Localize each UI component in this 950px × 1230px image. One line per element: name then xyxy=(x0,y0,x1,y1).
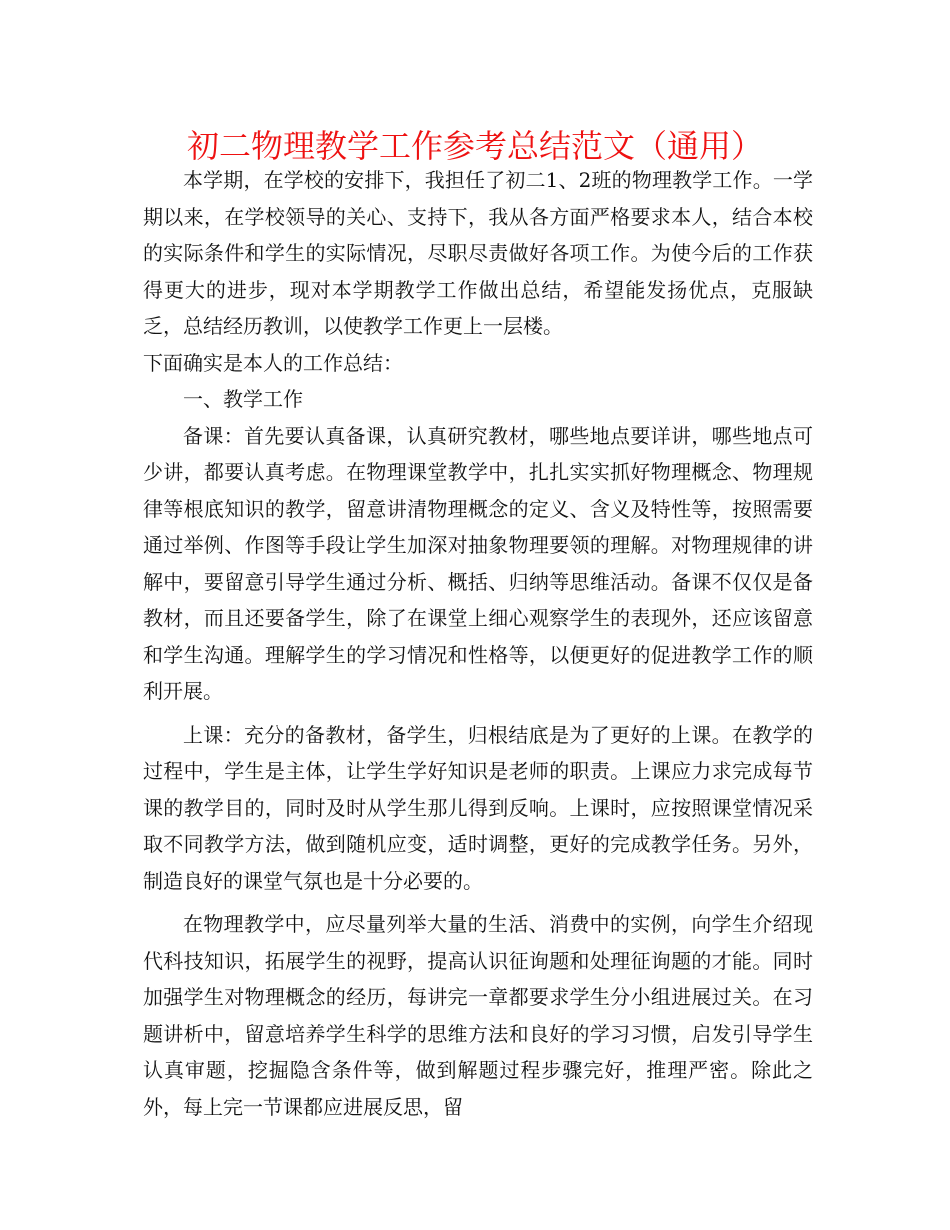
paragraph-physics-teaching: 在物理教学中，应尽量列举大量的生活、消费中的实例，向学生介绍现代科技知识，拓展学生的视野，提高认识征询题和处理征询题的才能。同时加强学生对物理概念的经历，每讲完一章都要求学生分小组进展过关。在习题讲析中，留意培养学生科学的思维方法和良好的学习习惯，启发引导学生认真审题，挖掘隐含条件等，做到解题过程步骤完好，推理严密。除此之外，每上完一节课都应进展反思，留 xyxy=(143,912,813,1119)
document-body xyxy=(143,162,813,1125)
paragraph-intro: 本学期，在学校的安排下，我担任了初二1、2班的物理教学工作。一学期以来，在学校领导的关心、支持下，我从各方面严格要求本人，结合本校的实际条件和学生的实际情况，尽职尽责做好各项工作。为使今后的工作获得更大的进步，现对本学期教学工作做出总结，希望能发扬优点，克服缺乏，总结经历教训，以使教学工作更上一层楼。 xyxy=(143,168,813,338)
paragraph-class-teaching: 上课：充分的备教材，备学生，归根结底是为了更好的上课。在教学的过程中，学生是主体，让学生学好知识是老师的职责。上课应力求完成每节课的教学目的，同时及时从学生那儿得到反响。上课时，应按照课堂情况采取不同教学方法，做到随机应变，适时调整，更好的完成教学任务。另外，制造良好的课堂气氛也是十分必要的。 xyxy=(143,722,813,893)
section-heading-teaching-work: 一、教学工作 xyxy=(183,387,303,411)
paragraph-summary-lead: 下面确实是本人的工作总结： xyxy=(143,350,403,375)
document-title: 初二物理教学工作参考总结范文（通用） xyxy=(186,127,763,165)
paragraph-lesson-preparation: 备课：首先要认真备课，认真研究教材，哪些地点要详讲，哪些地点可少讲，都要认真考虑。在物理课堂教学中，扎扎实实抓好物理概念、物理规律等根底知识的教学，留意讲清物理概念的定义、含义及特性等，按照需要通过举例、作图等手段让学生加深对抽象物理要领的理解。对物理规律的讲解中，要留意引导学生通过分析、概括、归纳等思维活动。备课不仅仅是备教材，而且还要备学生，除了在课堂上细心观察学生的表现外，还应该留意和学生沟通。理解学生的学习情况和性格等，以便更好的促进教学工作的顺利开展。 xyxy=(143,423,813,703)
